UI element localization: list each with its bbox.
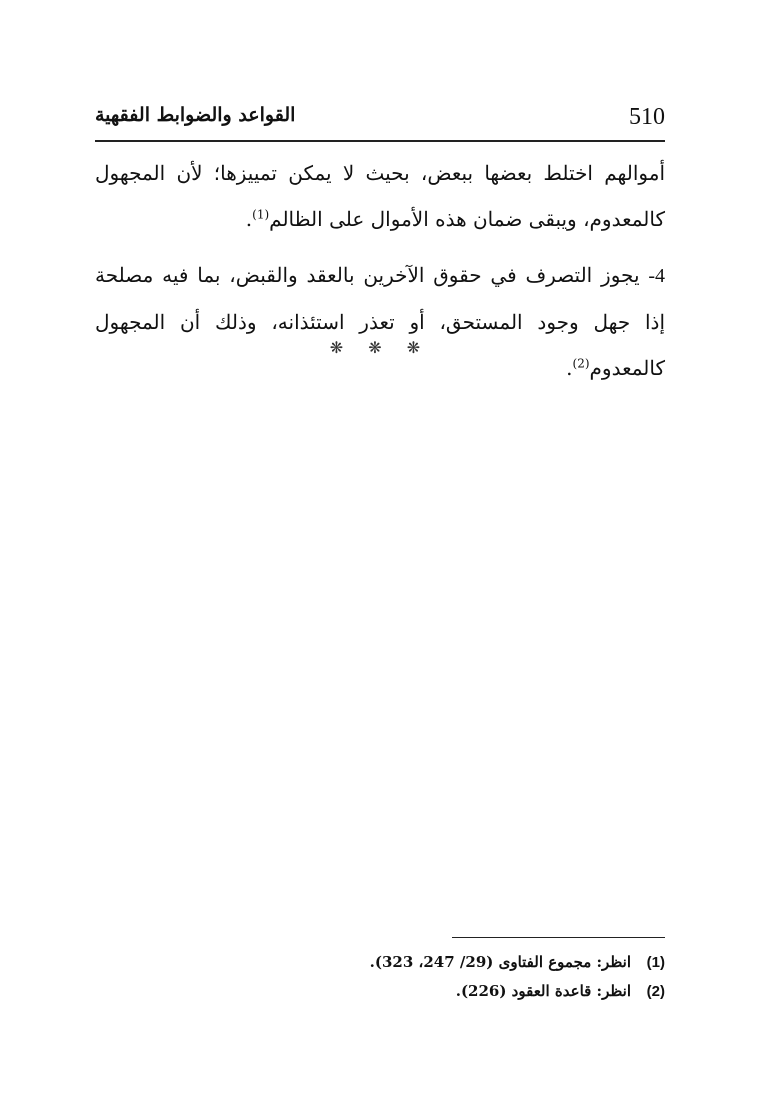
section-separator: ❋ ❋ ❋	[329, 338, 431, 357]
footnote-ref-2[interactable]: (2)	[572, 356, 590, 371]
paragraph-1-text: أموالهم اختلط بعضها ببعض، بحيث لا يمكن تمييزها؛ لأن المجهول كالمعدوم، ويبقى ضمان هذه الأموال على الظالم	[95, 161, 665, 231]
footnote-1-text: انظر: مجموع الفتاوى (29/ 247، 323).	[369, 953, 631, 971]
footnote-ref-1[interactable]: (1)	[252, 207, 270, 222]
paragraph-1-end: .	[245, 207, 253, 231]
footnote-2-number: (2)	[646, 983, 665, 1000]
header-rule	[95, 140, 665, 142]
page-header	[95, 100, 665, 136]
paragraph-1	[95, 150, 665, 242]
footnote-1-number: (1)	[646, 954, 665, 971]
page-number: 510	[629, 104, 665, 130]
paragraph-2-text: يجوز التصرف في حقوق الآخرين بالعقد والقبض، بما فيه مصلحة إذا جهل وجود المستحق، أو تعذر استئذانه، وذلك أن المجهول كالمعدوم	[95, 263, 665, 380]
footnote-1	[95, 948, 665, 977]
footnotes	[95, 948, 665, 1006]
running-title: القواعد والضوابط الفقهية	[95, 104, 296, 126]
paragraph-2-end: .	[566, 356, 573, 380]
footnote-rule	[452, 937, 665, 938]
paragraph-2	[95, 252, 665, 391]
footnote-2	[95, 977, 665, 1006]
body-text	[95, 150, 665, 401]
footnote-2-text: انظر: قاعدة العقود (226).	[455, 982, 631, 1000]
paragraph-2-number: 4-	[648, 265, 666, 287]
